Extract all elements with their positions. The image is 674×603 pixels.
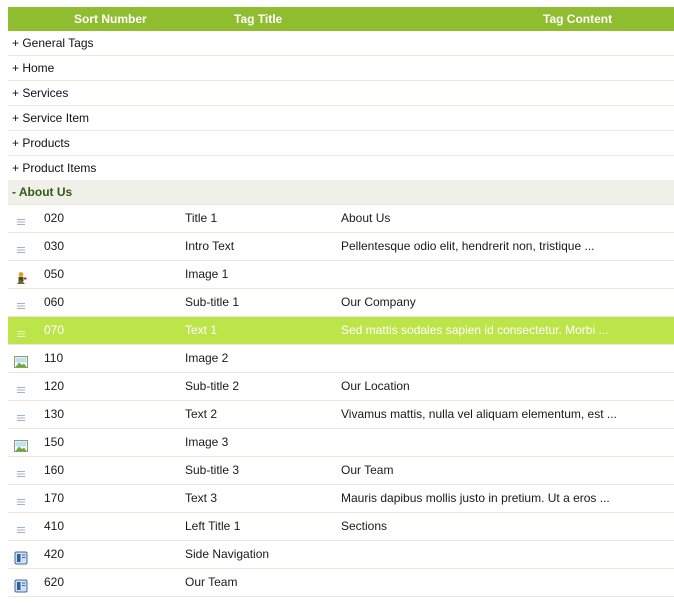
group-label: + General Tags — [12, 36, 94, 50]
group-label: + Product Items — [12, 161, 97, 175]
sort-number: 620 — [44, 575, 65, 589]
tag-content: About Us — [341, 211, 391, 225]
tag-content-header[interactable]: Tag Content — [543, 12, 613, 26]
tag-title: Image 3 — [185, 435, 229, 449]
table-row[interactable] — [8, 457, 674, 485]
tag-title: Text 2 — [185, 407, 218, 421]
group-general-tags[interactable] — [8, 31, 674, 56]
group-about-us[interactable] — [8, 180, 674, 205]
group-label: + Service Item — [12, 111, 90, 125]
group-home[interactable] — [8, 56, 674, 81]
group-product-items[interactable] — [8, 156, 674, 181]
tag-title: Left Title 1 — [185, 519, 241, 533]
table-row[interactable] — [8, 401, 674, 429]
table-row[interactable] — [8, 233, 674, 261]
sort-number: 130 — [44, 407, 65, 421]
table-row[interactable] — [8, 373, 674, 401]
tag-content: Our Location — [341, 379, 410, 393]
group-label: + Home — [12, 61, 55, 75]
tag-content: Mauris dapibus mollis justo in pretium. Ut a eros ... — [341, 491, 610, 505]
table-row[interactable] — [8, 289, 674, 317]
sort-number: 120 — [44, 379, 65, 393]
tag-title: Text 3 — [185, 491, 218, 505]
tag-content: Sections — [341, 519, 388, 533]
table-row[interactable] — [8, 429, 674, 457]
table-header — [8, 7, 674, 31]
tag-content: Sed mattis sodales sapien id consectetur. Morbi ... — [341, 323, 609, 337]
table-row[interactable] — [8, 345, 674, 373]
group-service-item[interactable] — [8, 106, 674, 131]
flash-icon — [14, 268, 28, 282]
sort-number: 030 — [44, 239, 65, 253]
sort-number: 050 — [44, 267, 65, 281]
tag-title: Sub-title 3 — [185, 463, 240, 477]
sort-number: 060 — [44, 295, 65, 309]
table-row[interactable] — [8, 205, 674, 233]
tag-title: Sub-title 1 — [185, 295, 240, 309]
tag-title: Side Navigation — [185, 547, 270, 561]
text-icon — [14, 520, 28, 534]
sort-number: 410 — [44, 519, 65, 533]
image-icon — [14, 436, 28, 450]
tag-title: Image 2 — [185, 351, 229, 365]
table-row[interactable] — [8, 569, 674, 597]
sort-number: 170 — [44, 491, 65, 505]
tag-title: Sub-title 2 — [185, 379, 240, 393]
tag-title: Intro Text — [185, 239, 235, 253]
group-label: + Services — [12, 86, 69, 100]
sort-number-header[interactable]: Sort Number — [74, 12, 147, 26]
sort-number: 020 — [44, 211, 65, 225]
group-label: + Products — [12, 136, 70, 150]
group-products[interactable] — [8, 131, 674, 156]
tag-content: Pellentesque odio elit, hendrerit non, tristique ... — [341, 239, 595, 253]
sort-number: 150 — [44, 435, 65, 449]
tag-content: Our Team — [341, 463, 394, 477]
sort-number: 160 — [44, 463, 65, 477]
table-row[interactable] — [8, 485, 674, 513]
tag-title: Text 1 — [185, 323, 218, 337]
text-icon — [14, 380, 28, 394]
text-icon — [14, 212, 28, 226]
text-icon — [14, 240, 28, 254]
tag-title-header[interactable]: Tag Title — [234, 12, 283, 26]
text-icon — [14, 408, 28, 422]
tag-title: Image 1 — [185, 267, 229, 281]
text-icon — [14, 464, 28, 478]
sort-number: 070 — [44, 323, 65, 337]
tag-title: Our Team — [185, 575, 238, 589]
sort-number: 420 — [44, 547, 65, 561]
tag-content: Vivamus mattis, nulla vel aliquam elementum, est ... — [341, 407, 617, 421]
text-icon — [14, 492, 28, 506]
nav-icon — [14, 548, 28, 562]
table-row[interactable] — [8, 513, 674, 541]
tag-title: Title 1 — [185, 211, 218, 225]
nav-icon — [14, 576, 28, 590]
group-services[interactable] — [8, 81, 674, 106]
image-icon — [14, 352, 28, 366]
tag-content: Our Company — [341, 295, 416, 309]
text-icon — [14, 296, 28, 310]
group-label: - About Us — [12, 185, 73, 199]
table-row[interactable] — [8, 317, 674, 345]
text-icon — [14, 324, 28, 338]
sort-number: 110 — [44, 351, 64, 365]
table-row[interactable] — [8, 541, 674, 569]
table-row[interactable] — [8, 261, 674, 289]
